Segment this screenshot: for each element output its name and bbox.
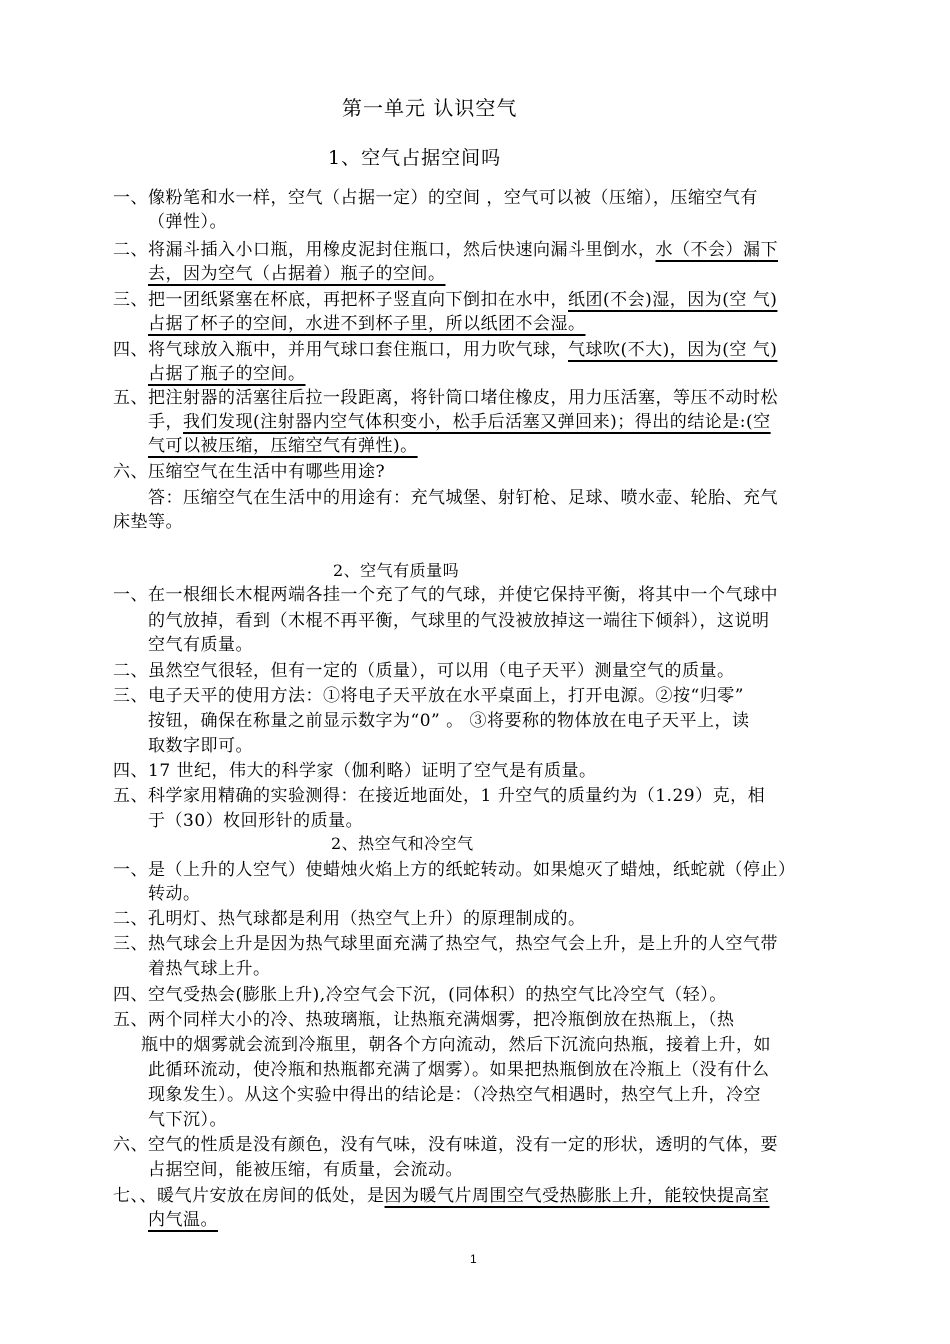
paragraph-line: 三、电子天平的使用方法：①将电子天平放在水平桌面上，打开电源。②按“归零” — [113, 686, 744, 706]
underlined-answer: 我们发现(注射器内空气体积变小，松手后活塞又弹回来)；得出的结论是:(空 — [183, 412, 771, 432]
paragraph-line — [148, 410, 771, 434]
text-segment: 二、将漏斗插入小口瓶，用橡皮泥封住瓶口，然后快速向漏斗里倒水， — [113, 240, 656, 260]
paragraph-line: 三、热气球会上升是因为热气球里面充满了热空气，热空气会上升，是上升的人空气带 — [113, 934, 778, 954]
paragraph-line: 着热气球上升。 — [148, 959, 271, 979]
paragraph-line — [113, 1184, 770, 1208]
paragraph-line: 此循环流动，使冷瓶和热瓶都充满了烟雾）。如果把热瓶倒放在冷瓶上（没有什么 — [148, 1060, 770, 1080]
paragraph-line: 二、孔明灯、热气球都是利用（热空气上升）的原理制成的。 — [113, 909, 586, 929]
paragraph-line: 取数字即可。 — [148, 736, 253, 756]
paragraph-line: （弹性）。 — [148, 212, 227, 232]
paragraph-line — [113, 288, 777, 312]
underlined-answer: 水（不会）漏下 — [655, 240, 778, 260]
lesson-2-heading: 2、空气有质量吗 — [333, 561, 460, 580]
page-number: 1 — [470, 1252, 477, 1266]
paragraph-line — [148, 312, 586, 336]
paragraph-line: 的气放掉，看到（木棍不再平衡，气球里的气没被放掉这一端往下倾斜），这说明 — [148, 611, 770, 631]
paragraph-line: 于（30）枚回形针的质量。 — [148, 811, 364, 831]
paragraph-line — [148, 262, 446, 286]
underlined-answer: 占据了瓶子的空间。 — [148, 364, 306, 384]
underlined-answer: 因为暖气片周围空气受热膨胀上升，能较快提高室 — [384, 1186, 770, 1206]
paragraph-line: 转动。 — [148, 884, 201, 904]
paragraph-line — [113, 238, 778, 262]
underlined-answer: 内气温。 — [148, 1210, 218, 1230]
paragraph-line: 按钮，确保在称量之前显示数字为“0” 。 ③将要称的物体放在电子天平上，读 — [148, 711, 750, 731]
text-segment: 四、将气球放入瓶中，并用气球口套住瓶口，用力吹气球， — [113, 340, 568, 360]
paragraph-line: 现象发生）。从这个实验中得出的结论是：（冷热空气相遇时，热空气上升，冷空 — [148, 1085, 761, 1105]
paragraph-line: 五、把注射器的活塞往后拉一段距离，将针筒口堵住橡皮，用力压活塞，等压不动时松 — [113, 388, 778, 408]
underlined-answer: 占据了杯子的空间，水进不到杯子里，所以纸团不会湿。 — [148, 314, 586, 334]
text-segment: 七、、暖气片安放在房间的低处，是 — [113, 1186, 385, 1206]
paragraph-line — [148, 362, 306, 386]
paragraph-line: 四、空气受热会(膨胀上升),冷空气会下沉，(同体积）的热空气比冷空气（轻）。 — [113, 985, 727, 1005]
paragraph-line: 答：压缩空气在生活中的用途有：充气城堡、射钉枪、足球、喷水壶、轮胎、充气 — [148, 488, 778, 508]
underlined-answer: 气可以被压缩，压缩空气有弹性)。 — [148, 436, 418, 456]
text-segment: 三、把一团纸紧塞在杯底，再把杯子竖直向下倒扣在水中， — [113, 290, 568, 310]
underlined-answer: 去，因为空气（占据着）瓶子的空间。 — [148, 264, 446, 284]
unit-title: 第一单元 认识空气 — [342, 96, 518, 120]
paragraph-line: 四、17 世纪，伟大的科学家（伽利略）证明了空气是有质量。 — [113, 761, 597, 781]
lesson-1-heading: 1、空气占据空间吗 — [328, 147, 502, 169]
paragraph-line: 六、压缩空气在生活中有哪些用途? — [113, 462, 386, 482]
paragraph-line — [113, 338, 777, 362]
paragraph-line: 五、两个同样大小的冷、热玻璃瓶，让热瓶充满烟雾，把冷瓶倒放在热瓶上，（热 — [113, 1010, 735, 1030]
paragraph-line — [148, 434, 418, 458]
paragraph-line: 空气有质量。 — [148, 635, 253, 655]
underlined-answer: 纸团(不会)湿，因为(空 气) — [568, 290, 778, 310]
paragraph-line: 一、像粉笔和水一样，空气（占据一定）的空间 ，空气可以被（压缩），压缩空气有 — [113, 188, 758, 208]
lesson-3-heading: 2、热空气和冷空气 — [331, 834, 474, 853]
paragraph-line: 一、在一根细长木棍两端各挂一个充了气的气球，并使它保持平衡，将其中一个气球中 — [113, 585, 778, 605]
paragraph-line: 一、是（上升的人空气）使蜡烛火焰上方的纸蛇转动。如果熄灭了蜡烛，纸蛇就（停止） — [113, 860, 796, 880]
text-segment: 手， — [148, 412, 183, 432]
underlined-answer: 气球吹(不大)，因为(空 气) — [568, 340, 778, 360]
paragraph-line: 床垫等。 — [113, 512, 183, 532]
paragraph-line: 二、虽然空气很轻，但有一定的（质量），可以用（电子天平）测量空气的质量。 — [113, 661, 735, 681]
paragraph-line: 六、空气的性质是没有颜色，没有气味，没有味道，没有一定的形状，透明的气体，要 — [113, 1135, 778, 1155]
paragraph-line: 占据空间，能被压缩，有质量，会流动。 — [148, 1160, 463, 1180]
paragraph-line — [148, 1208, 218, 1232]
paragraph-line: 气下沉）。 — [148, 1110, 227, 1130]
paragraph-line: 瓶中的烟雾就会流到冷瓶里，朝各个方向流动，然后下沉流向热瓶，接着上升，如 — [141, 1035, 771, 1055]
paragraph-line: 五、科学家用精确的实验测得：在接近地面处，1 升空气的质量约为（1.29）克，相 — [113, 786, 766, 806]
